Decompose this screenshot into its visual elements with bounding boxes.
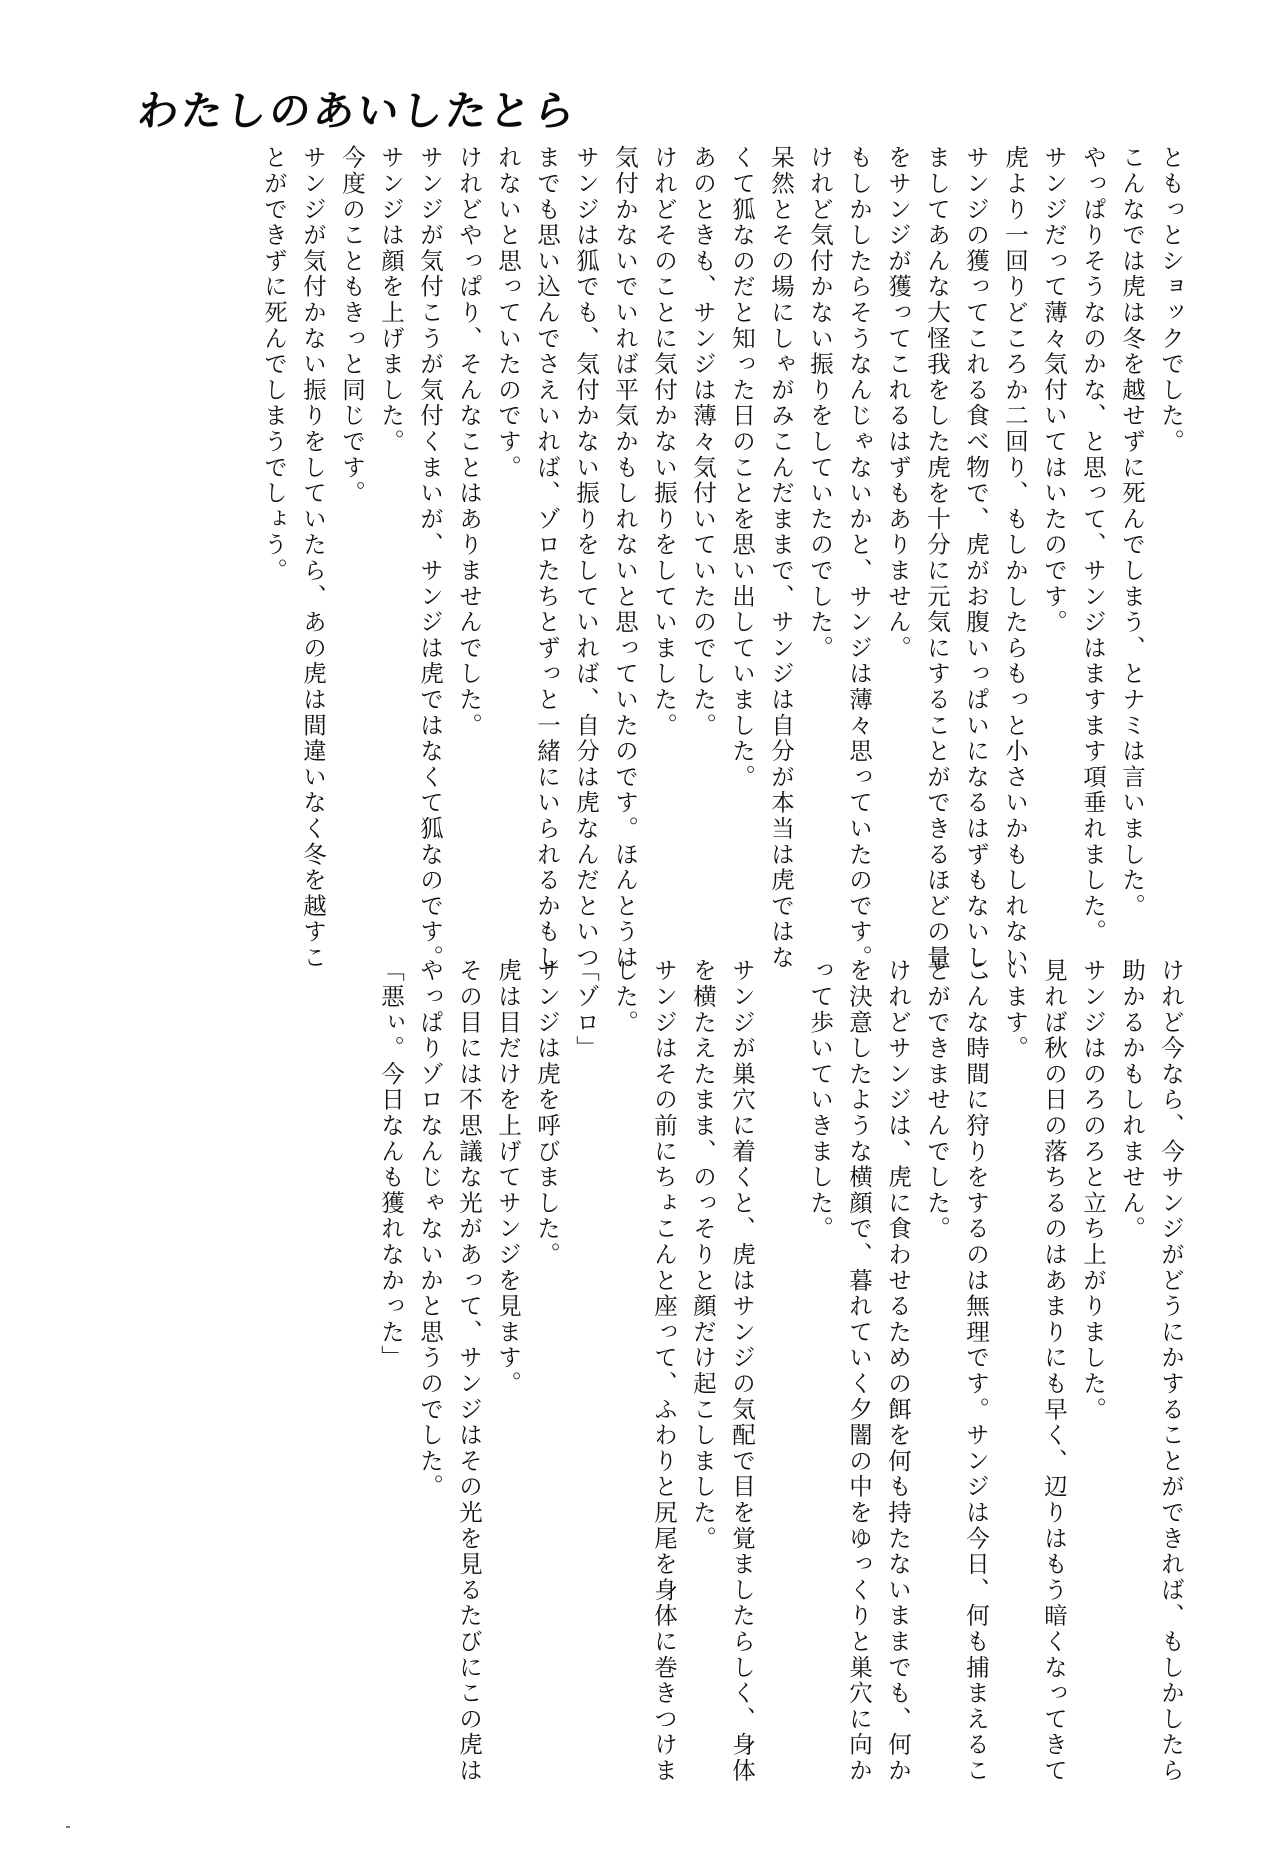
text-line: けれどサンジは、虎に食わせるための餌を何も持たないままでも、何か [884,958,912,1784]
text-line: けれどそのことに気付かない振りをしていました。 [650,145,678,739]
text-line: 「ゾロ」 [572,958,600,1062]
lower-text-block [140,958,1190,1784]
text-line: 見れば秋の日の落ちるのはあまりにも早く、辺りはもう暗くなってきて [1040,958,1068,1784]
text-line: 呆然とその場にしゃがみこんだままで、サンジは自分が本当は虎ではな [767,145,795,971]
text-line: くて狐なのだと知った日のことを思い出していました。 [728,145,756,790]
text-line: サンジは顔を上げました。 [377,145,405,455]
text-line: までも思い込んでさえいれば、ゾロたちとずっと一緒にいられるかもし [533,145,561,971]
text-line: れないと思っていたのです。 [494,145,522,481]
text-line: サンジはその前にちょこんと座って、ふわりと尻尾を身体に巻きつけま [650,958,678,1784]
page-title: わたしのあいしたとら [135,87,581,135]
text-line: 気付かないでいれば平気かもしれないと思っていたのです。ほんとうは [611,145,639,971]
text-line: 「悪ぃ。今日なんも獲れなかった」 [377,958,405,1371]
text-line: もしかしたらそうなんじゃないかと、サンジは薄々思っていたのです。 [845,145,873,971]
text-line: サンジはのろのろと立ち上がりました。 [1079,958,1107,1423]
text-line: けれど今なら、今サンジがどうにかすることができれば、もしかしたら [1157,958,1185,1784]
text-line: けれどやっぱり、そんなことはありませんでした。 [455,145,483,739]
text-line: を横たえたまま、のっそりと顔だけ起こしました。 [689,958,717,1552]
text-line: やっぱりゾロなんじゃないかと思うのでした。 [416,958,444,1500]
text-line: サンジは狐でも、気付かない振りをしていれば、自分は虎なんだといつ [572,145,600,971]
text-line: けれど気付かない振りをしていたのでした。 [806,145,834,661]
text-line: を決意したような横顔で、暮れていく夕闇の中をゆっくりと巣穴に向か [845,958,873,1784]
blank-line [761,958,800,1748]
upper-text-block [140,145,1190,997]
text-line: とができずに死んでしまうでしょう。 [260,145,288,584]
text-line: した。 [611,958,639,1036]
text-line: ましてあんな大怪我をした虎を十分に元気にすることができるほどの量 [923,145,951,971]
text-line: 今度のこともきっと同じです。 [338,145,366,507]
text-line: サンジだって薄々気付いてはいたのです。 [1040,145,1068,636]
text-line: ともっとショックでした。 [1157,145,1185,455]
text-line: こんなでは虎は冬を越せずに死んでしまう、とナミは言いました。 [1118,145,1146,919]
text-line: 虎は目だけを上げてサンジを見ます。 [494,958,522,1397]
text-line: 虎より一回りどころか二回り、もしかしたらもっと小さいかもしれない [1001,145,1029,971]
text-line: こんな時間に狩りをするのは無理です。サンジは今日、何も捕まえるこ [962,958,990,1784]
page-speck [66,1826,70,1828]
text-line: サンジは虎を呼びました。 [533,958,561,1268]
text-line: やっぱりそうなのかな、と思って、サンジはますます項垂れました。 [1079,145,1107,945]
text-line: とができませんでした。 [923,958,951,1242]
text-line: サンジが気付こうが気付くまいが、サンジは虎ではなくて狐なのです。 [416,145,444,971]
text-line: って歩いていきました。 [806,958,834,1242]
text-line: その目には不思議な光があって、サンジはその光を見るたびにこの虎は [455,958,483,1784]
text-line: あのときも、サンジは薄々気付いていたのでした。 [689,145,717,739]
text-line: 助かるかもしれません。 [1118,958,1146,1242]
text-line: サンジが気付かない振りをしていたら、あの虎は間違いなく冬を越すこ [299,145,327,971]
text-line: サンジの獲ってこれる食べ物で、虎がお腹いっぱいになるはずもないし、 [962,145,990,997]
text-line: をサンジが獲ってこれるはずもありません。 [884,145,912,661]
text-line: サンジが巣穴に着くと、虎はサンジの気配で目を覚ましたらしく、身体 [728,958,756,1784]
text-line: います。 [1001,958,1029,1062]
